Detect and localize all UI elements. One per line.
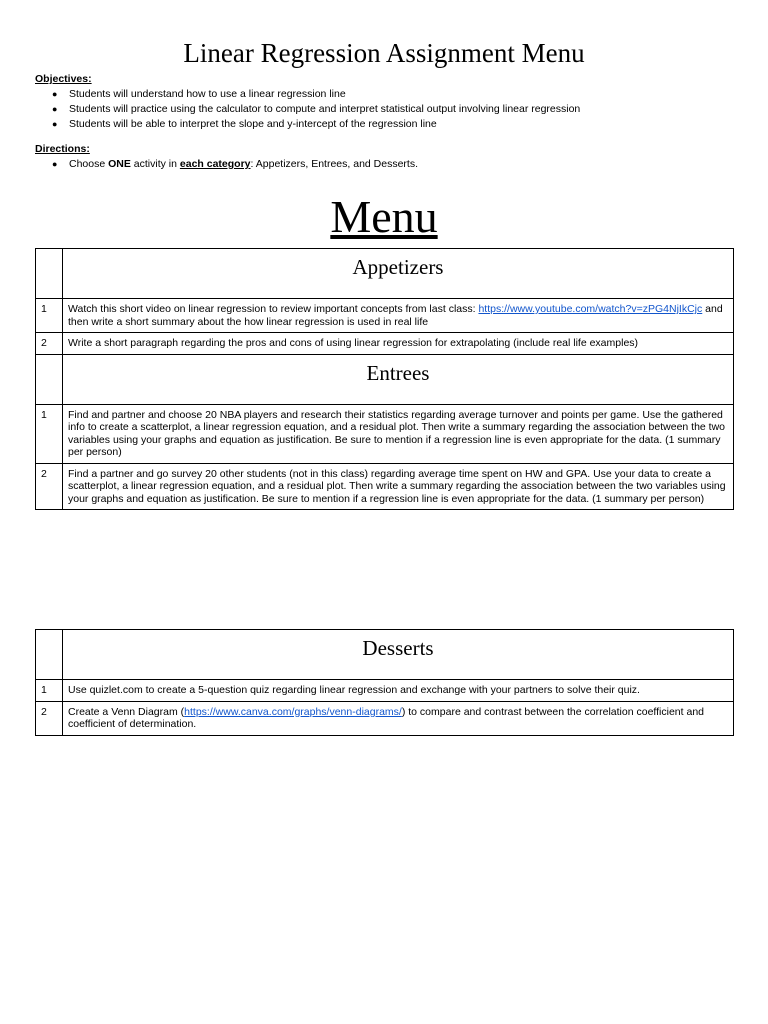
objectives-section xyxy=(35,72,735,132)
table-row xyxy=(36,333,734,355)
item-number: 1 xyxy=(36,299,63,333)
directions-heading: Directions: xyxy=(35,143,90,155)
table-row xyxy=(36,463,734,510)
document-title xyxy=(0,36,768,70)
objective-item xyxy=(35,117,735,132)
desserts-table xyxy=(35,629,734,736)
activity-text: Watch this short video on linear regression to review important concepts from last class: xyxy=(68,303,479,315)
bullet-icon: ● xyxy=(52,119,58,129)
direction-emphasis-one: ONE xyxy=(108,158,131,170)
bullet-icon: ● xyxy=(52,104,58,114)
objectives-list xyxy=(35,87,735,132)
item-number: 2 xyxy=(36,701,63,735)
objective-text: Students will understand how to use a linear regression line xyxy=(69,88,346,100)
appetizer-activity-2: Write a short paragraph regarding the pros and cons of using linear regression for extrapolating (include real life examples) xyxy=(63,333,734,355)
category-number-cell xyxy=(36,630,63,680)
direction-text-mid: activity in xyxy=(130,158,180,170)
item-number: 1 xyxy=(36,404,63,463)
bullet-icon: ● xyxy=(52,159,58,169)
objective-item xyxy=(35,87,735,102)
item-number: 2 xyxy=(36,333,63,355)
canva-venn-link[interactable]: https://www.canva.com/graphs/venn-diagrams/ xyxy=(184,705,402,718)
direction-text-post: : Appetizers, Entrees, and Desserts. xyxy=(250,158,419,170)
dessert-activity-2 xyxy=(63,701,734,735)
table-row xyxy=(36,404,734,463)
entree-activity-1: Find and partner and choose 20 NBA players and research their statistics regarding average turnover and points per game. Use the gathered info to create a scatterplot, a linear regression equation, and a residual plot. Then write a summary regarding the association between the two variables using your graphs and equation as justification. Be sure to mention if a regression line is even appropriate for the data. (1 summary per person) xyxy=(63,404,734,463)
entrees-header-row xyxy=(36,354,734,404)
table-row xyxy=(36,680,734,702)
objective-text: Students will be able to interpret the slope and y-intercept of the regression line xyxy=(69,118,437,130)
directions-list xyxy=(35,157,735,172)
table-row xyxy=(36,701,734,735)
menu-heading: Menu xyxy=(330,191,438,242)
entree-activity-2: Find a partner and go survey 20 other students (not in this class) regarding average time spent on HW and GPA. Use your data to create a scatterplot, a linear regression equation, and a residual plot. Then write a summary regarding the association between the two variables using your graphs and equation as justification. Be sure to mention if a regression line is even appropriate for the data. (1 summary per person) xyxy=(63,463,734,510)
directions-section xyxy=(35,142,735,172)
youtube-video-link[interactable]: https://www.youtube.com/watch?v=zPG4NjIkCjc xyxy=(478,303,703,315)
activity-text: and then write a short summary about the how linear regression is used in real life xyxy=(68,303,723,328)
category-number-cell xyxy=(36,354,63,404)
activity-text: ) to compare and contrast between the correlation coefficient and coefficient of determination. xyxy=(68,705,704,730)
item-number: 1 xyxy=(36,680,63,702)
appetizer-activity-1 xyxy=(63,299,734,333)
item-number: 2 xyxy=(36,463,63,510)
bullet-icon: ● xyxy=(52,89,58,99)
objectives-heading: Objectives: xyxy=(35,73,92,85)
category-number-cell xyxy=(36,249,63,299)
desserts-title: Desserts xyxy=(63,630,734,680)
direction-text-pre: Choose xyxy=(69,158,109,170)
dessert-activity-1: Use quizlet.com to create a 5-question quiz regarding linear regression and exchange with your partners to solve their quiz. xyxy=(63,680,734,702)
objective-item xyxy=(35,102,735,117)
appetizers-entrees-table xyxy=(35,248,734,510)
entrees-title: Entrees xyxy=(63,354,734,404)
objective-text: Students will practice using the calculator to compute and interpret statistical output involving linear regression xyxy=(69,103,581,115)
appetizers-title: Appetizers xyxy=(63,249,734,299)
activity-text: Create a Venn Diagram ( xyxy=(68,705,185,718)
desserts-header-row xyxy=(36,630,734,680)
appetizers-header-row xyxy=(36,249,734,299)
direction-emphasis-category: each category xyxy=(179,158,251,170)
direction-item xyxy=(35,157,735,172)
title-text: Linear Regression Assignment Menu xyxy=(183,38,585,68)
table-row xyxy=(36,299,734,333)
